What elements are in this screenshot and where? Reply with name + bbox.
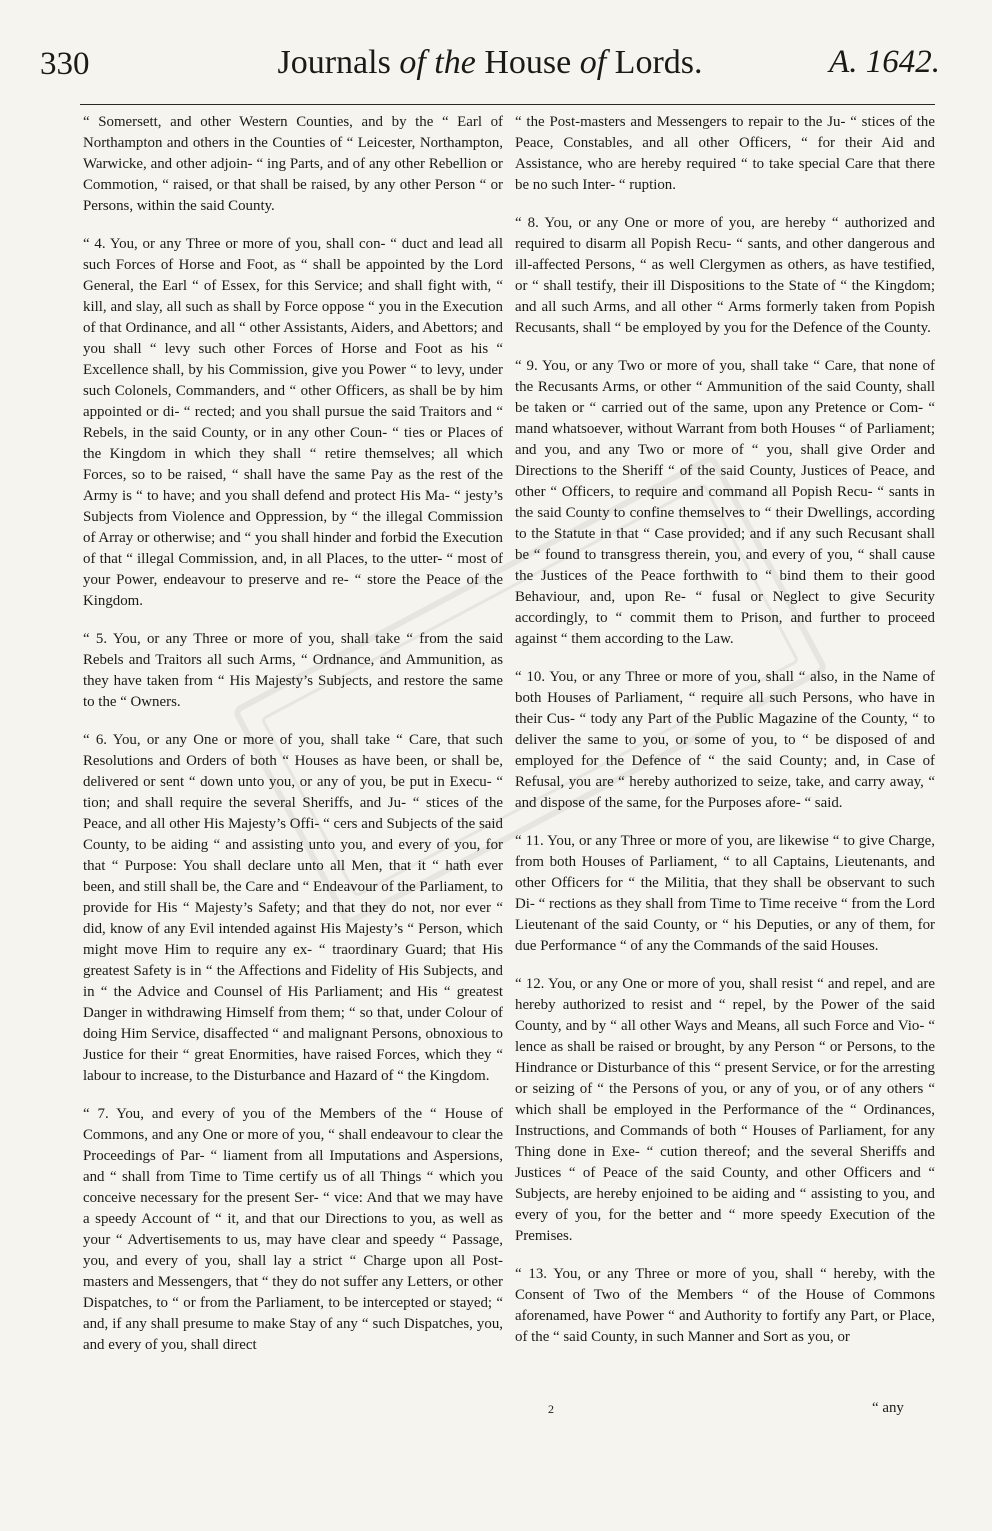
paragraph-7: “ 7. You, and every of you of the Members of the “ House of Commons, and any One or more of you, “ shall endeavour to clear the Proceedings of Par- “ liament from all Imputations and Aspersions, and “ shall from Time to Time certify us of all Things “ which you conceive necessary for the present Ser- “ vice: And that we may have a speedy Account of “ it, and that our Directions to you, as well as your “ Advertisements to us, may have clear and speedy “ Passage, you, and every of you, shall lay a strict “ Charge upon all Post-masters and Messengers, that “ they do not suffer any Letters, or other Dispatches, to “ or from the Parliament, to be intercepted or stayed; “ and, if any shall presume to make Stay of any “ such Dispatches, you, and every of you, shall direct: [83, 1106, 503, 1353]
paragraph-6: “ 6. You, or any One or more of you, shall take “ Care, that such Resolutions and Orders of both “ Houses as have been, or shall be, delivered or sent “ down unto you, or any of you, be put in Execu- “ tion; and shall require the several Sheriffs, and Ju- “ stices of the Peace, and all other His Majesty’s Offi- “ cers and Subjects of the said County, to be aiding “ and assisting unto you, and every of you, for that “ Purpose: You shall declare unto all Men, that it “ hath ever been, and still shall be, the Care and “ Endeavour of the Parliament, to provide for His “ Majesty’s Safety; and that they do not, nor ever “ did, know of any Evil intended against His Majesty’s “ Person, which might move Him to require any ex- “ traordinary Guard; that His greatest Safety is in “ the Affections and Fidelity of His Subjects, and in “ the Advice and Counsel of His Parliament; and His “ greatest Danger in withdrawing Himself from them; “ so that, under Colour of doing Him Service, disaffected “ and malignant Persons, obnoxious to Justice for their “ great Enormities, have raised Forces, which they “ labour to increase, to the Disturbance and Hazard of “ the Kingdom.: [83, 732, 503, 1084]
year: A. 1642.: [829, 44, 940, 80]
title-house: House: [475, 44, 580, 81]
paragraph-western-counties: “ Somersett, and other Western Counties, and by the “ Earl of Northampton and others in the Counties of “ Leicester, Northampton, Warwicke, and other adjoin- “ ing Parts, and of any other Rebellion or Commotion, “ raised, or that shall be raised, by any other Person “ or Persons, within the said County.: [83, 114, 503, 214]
paragraph-7-continued: “ the Post-masters and Messengers to repair to the Ju- “ stices of the Peace, Constables, and all other Officers, “ for their Aid and Assistance, who are hereby required “ to take special Care that there be no such Inter- “ ruption.: [515, 114, 935, 193]
paragraph-8: “ 8. You, or any One or more of you, are hereby “ authorized and required to disarm all Popish Recu- “ sants, and other dangerous and ill-affected Persons, “ as well Clergymen as others, as have testified, or “ shall testify, their ill Dispositions to the State of “ the Kingdom; and all such Arms, and all other “ Arms formerly taken from Popish Recusants, shall “ be employed by you for the Defence of the County.: [515, 215, 935, 336]
running-title: [40, 44, 940, 82]
left-column: [83, 112, 503, 1373]
title-journals: Journals: [277, 44, 391, 81]
signature-mark: 2: [548, 1402, 554, 1416]
paragraph-10: “ 10. You, or any Three or more of you, shall “ also, in the Name of both Houses of Parliament, “ require all such Persons, who have in their Cus- “ tody any Part of the Public Magazine of the County, “ to deliver the same to you, or some of you, to “ be disposed of and employed for the Defence of “ the said County; and, in Case of Refusal, you are “ hereby authorized to seize, take, and carry away, “ and dispose of the same, for the Purposes afore- “ said.: [515, 669, 935, 811]
title-lords: Lords.: [606, 44, 703, 81]
page-header: [40, 40, 940, 102]
title-of: of: [390, 44, 435, 81]
paragraph-12: “ 12. You, or any One or more of you, shall resist “ and repel, and are hereby authorized to resist and “ repel, by the Power of the said County, and by “ all other Ways and Means, all such Force and Vio- “ lence as shall be raised or brought, by any Person “ or Persons, to the Hindrance or Disturbance of this “ present Service, or for the arresting or seizing of “ the Persons of you, or any of you, or of any others “ which shall be employed in the Performance of the “ Ordinances, Instructions, and Commands of both “ Houses of Parliament, for any Thing done in Exe- “ cution thereof; and the several Sheriffs and Justices “ of Peace of the said County, and other Officers and “ Subjects, are hereby enjoined to be aiding and “ assisting to you, and every of you, for the better and “ more speedy Execution of the Premises.: [515, 976, 935, 1244]
paragraph-13: “ 13. You, or any Three or more of you, shall “ hereby, with the Consent of Two of the Members “ of the House of Commons aforenamed, have Power “ and Authority to fortify any Part, or Place, of the “ said County, in such Manner and Sort as you, or: [515, 1266, 935, 1345]
title-the: the: [434, 44, 476, 81]
page-number: 330: [40, 46, 90, 82]
paragraph-5: “ 5. You, or any Three or more of you, shall take “ from the said Rebels and Traitors all such Arms, “ Ordnance, and Ammunition, as they have taken from “ His Majesty’s Subjects, and restore the same to the “ Owners.: [83, 631, 503, 710]
paragraph-4: “ 4. You, or any Three or more of you, shall con- “ duct and lead all such Forces of Horse and Foot, as “ shall be appointed by the Lord General, the Earl “ of Essex, for this Service; and shall fight with, “ kill, and slay, all such as shall by Force oppose “ you in the Execution of that Ordinance, and all “ other Assistants, Aiders, and Abettors; and you shall “ levy such other Forces of Horse and Foot as his “ Excellence shall, by his Commission, give you Power “ to levy, under such Colonels, Commanders, and “ other Officers, as shall be by him appointed or di- “ rected; and you shall pursue the said Traitors and “ Rebels, in the said County, or in any other Coun- “ ties or Places of the Kingdom in which they shall “ retire themselves; all which Forces, so to be raised, “ shall have the same Pay as the rest of the Army is “ to have; and you shall defend and protect His Ma- “ jesty’s Subjects from Violence and Oppression, by “ the illegal Commission of Array or otherwise; and “ you shall hinder and forbid the Execution of that “ illegal Commission, and, in all Places, to the utter- “ most of your Power, endeavour to preserve and re- “ store the Peace of the Kingdom.: [83, 236, 503, 609]
catchword: “ any: [872, 1400, 904, 1416]
right-column: [515, 112, 935, 1365]
paragraph-11: “ 11. You, or any Three or more of you, are likewise “ to give Charge, from both Houses of Parliament, “ to all Captains, Lieutenants, and other Officers for “ the Militia, that they shall be observant to such Di- “ rections as they shall from Time to Time receive “ from the Lord Lieutenant of the said County, or “ his Deputies, or any of them, for due Performance “ of any the Commands of the said Houses.: [515, 833, 935, 954]
paragraph-9: “ 9. You, or any Two or more of you, shall take “ Care, that none of the Recusants Arms, or other “ Ammunition of the said County, shall be taken or “ carried out of the same, upon any Pretence or Com- “ mand whatsoever, without Warrant from both Houses “ of Parliament; and you, and any Two or more of “ you, shall give Order and Directions to the Sheriff “ of the said County, Justices of Peace, and other “ Officers, to require and command all Popish Recu- “ sants in the said County to confine themselves to “ their Dwellings, according to the Statute in that “ Case provided; and if any such Recusant shall be “ found to transgress therein, you, and every of you, “ shall cause the Justices of the Peace forthwith to “ bind them to their good Behaviour, and, upon Re- “ fusal or Neglect to give Security accordingly, to “ commit them to Prison, and further to proceed against “ them according to the Law.: [515, 358, 935, 647]
header-rule: [80, 104, 935, 105]
title-of-2: of: [579, 44, 607, 81]
